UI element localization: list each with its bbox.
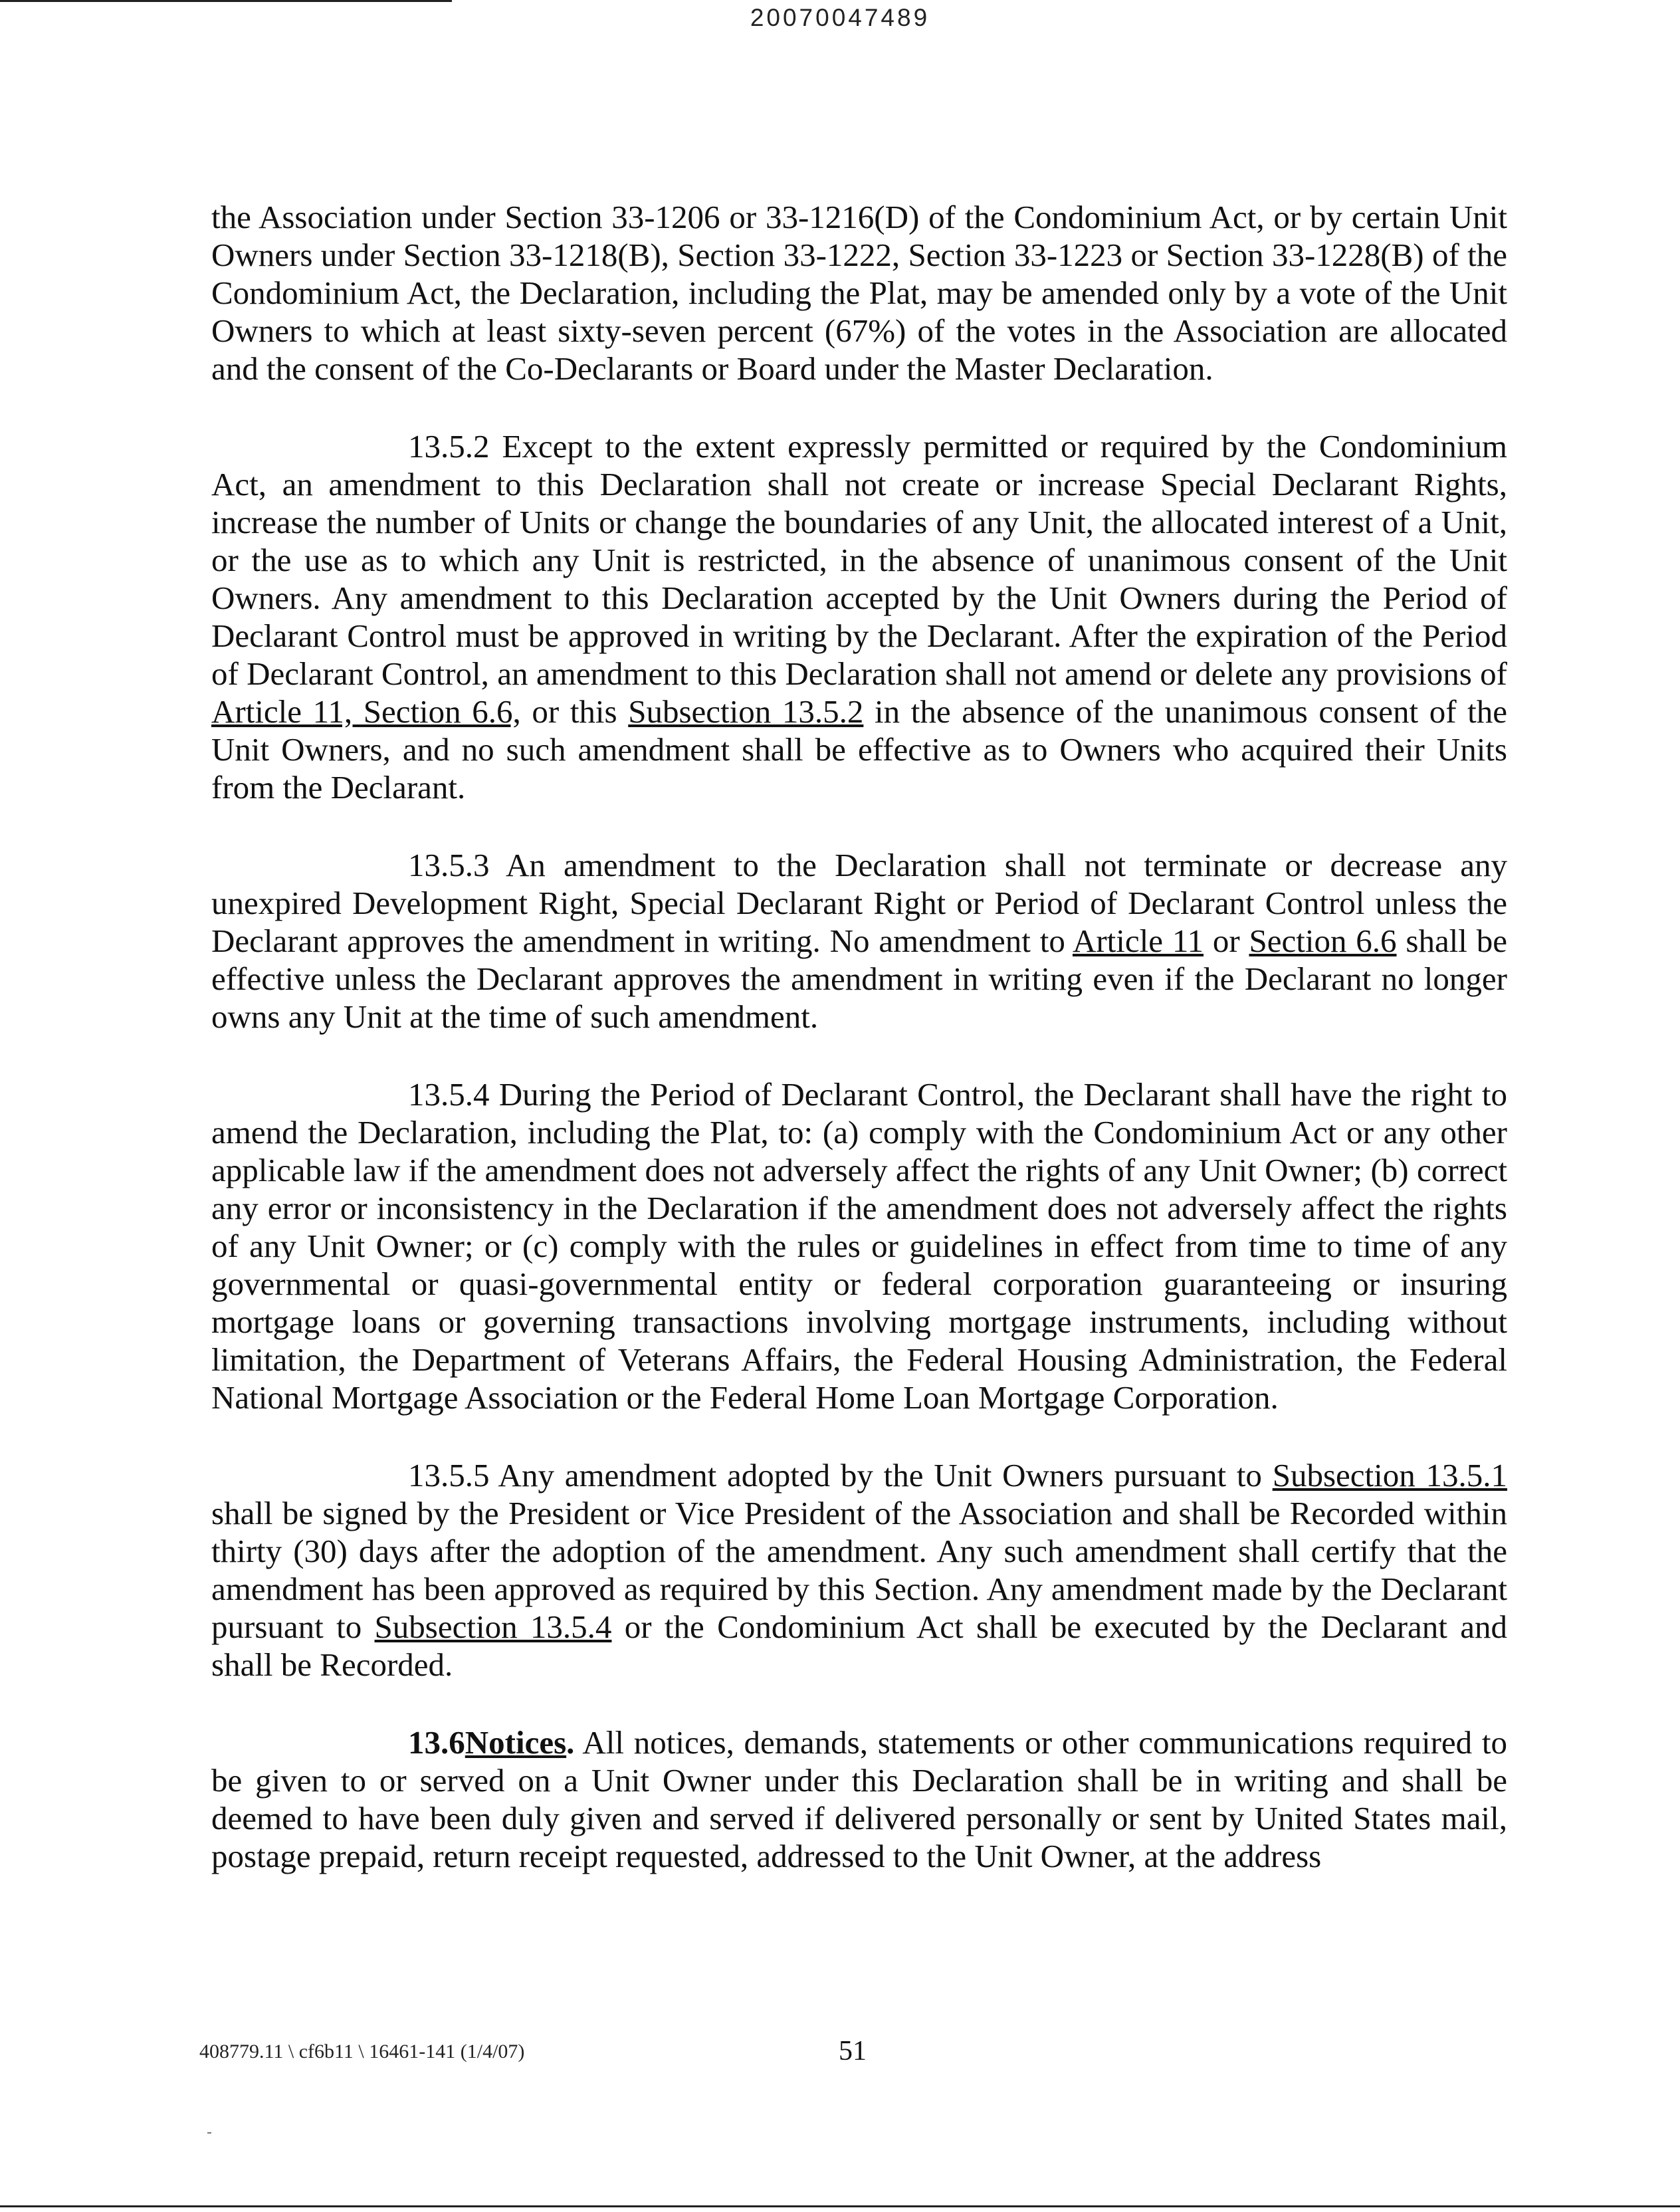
bottom-rule <box>0 2205 1680 2207</box>
ref-article-11: Article 11 <box>1072 923 1204 959</box>
paragraph-13-5-3 <box>211 846 1507 1036</box>
p2-text-b: or this <box>520 693 629 730</box>
page-number: 51 <box>839 2036 867 2066</box>
p5-text-c: or the Condominium Act shall be executed by the Declarant and shall be Recorded. <box>211 1608 1507 1683</box>
p3-text-a: 13.5.3 An amendment to the Declaration shall not terminate or decrease any unexpired Development Right, Special Declarant Right or Period of Declarant Control unless the Declarant approves the amendment in writing. No amendment to <box>211 847 1507 959</box>
heading-period: . <box>566 1724 575 1761</box>
paragraph-13-5-5 <box>211 1456 1507 1684</box>
paragraph-13-5-4: 13.5.4 During the Period of Declarant Control, the Declarant shall have the right to amend the Declaration, including the Plat, to: (a) comply with the Condominium Act or any other applicable law if the amendment does not adversely affect the rights of any Unit Owner; (b) correct any error or inconsistency in the Declaration if the amendment does not adversely affect the rights of any Unit Owner; or (c) comply with the rules or guidelines in effect from time to time of any governmental or quasi-governmental entity or federal corporation guaranteeing or insuring mortgage loans or governing transactions involving mortgage instruments, including without limitation, the Department of Veterans Affairs, the Federal Housing Administration, the Federal National Mortgage Association or the Federal Home Loan Mortgage Corporation. <box>211 1076 1507 1416</box>
paragraph-continuation: the Association under Section 33-1206 or 33-1216(D) of the Condominium Act, or by certain Unit Owners under Section 33-1218(B), Section 33-1222, Section 33-1223 or Section 33-1228(B) of the Condominium Act, the Declaration, including the Plat, may be amended only by a vote of the Unit Owners to which at least sixty-seven percent (67%) of the votes in the Association are allocated and the consent of the Co-Declarants or Board under the Master Declaration. <box>211 199 1507 387</box>
ref-subsection-13-5-4: Subsection 13.5.4 <box>374 1608 612 1645</box>
footer-document-id: 408779.11 \ cf6b11 \ 16461-141 (1/4/07) <box>199 2041 525 2062</box>
p3-text-c: shall be effective unless the Declarant approves the amendment in writing even if the Declarant no longer owns any Unit at the time of such amendment. <box>211 923 1507 1035</box>
ref-subsection-13-5-2: Subsection 13.5.2 <box>628 693 864 730</box>
p2-text-a: 13.5.2 Except to the extent expressly permitted or required by the Condominium Act, an amendment to this Declaration shall not create or increase Special Declarant Rights, increase the number of Units or change the boundaries of any Unit, the allocated interest of a Unit, or the use as to which any Unit is restricted, in the absence of unanimous consent of the Unit Owners. Any amendment to this Declaration accepted by the Unit Owners during the Period of Declarant Control must be approved in writing by the Declarant. After the expiration of the Period of Declarant Control, an amendment to this Declaration shall not amend or delete any provisions of <box>211 428 1507 692</box>
p5-text-b: shall be signed by the President or Vice President of the Association and shall be Recorded within thirty (30) days after the adoption of the amendment. Any such amendment shall certify that the amendment has been approved as required by this Section. Any amendment made by the Declarant pursuant to <box>211 1495 1507 1645</box>
p2-text-c: in the absence of the unanimous consent of the Unit Owners, and no such amendment shall be effective as to Owners who acquired their Units from the Declarant. <box>211 693 1507 806</box>
scan-mark <box>207 2132 211 2134</box>
top-rule <box>0 0 452 2</box>
p3-text-b: or <box>1204 923 1249 959</box>
section-13-6-notices <box>211 1723 1507 1875</box>
ref-article-11-section-6-6: Article 11, Section 6.6, <box>211 693 521 730</box>
section-number: 13.6 <box>408 1724 465 1761</box>
page-body <box>211 198 1507 1875</box>
section-heading: Notices <box>465 1724 567 1761</box>
section-text: All notices, demands, statements or other communications required to be given to or served on a Unit Owner under this Declaration shall be in writing and shall be deemed to have been duly given and served if delivered personally or sent by United States mail, postage prepaid, return receipt requested, addressed to the Unit Owner, at the address <box>211 1724 1507 1874</box>
ref-section-6-6: Section 6.6 <box>1249 923 1397 959</box>
paragraph-13-5-2 <box>211 427 1507 806</box>
p5-text-a: 13.5.5 Any amendment adopted by the Unit Owners pursuant to <box>408 1457 1273 1493</box>
ref-subsection-13-5-1: Subsection 13.5.1 <box>1272 1457 1507 1493</box>
document-number: 20070047489 <box>750 4 930 31</box>
